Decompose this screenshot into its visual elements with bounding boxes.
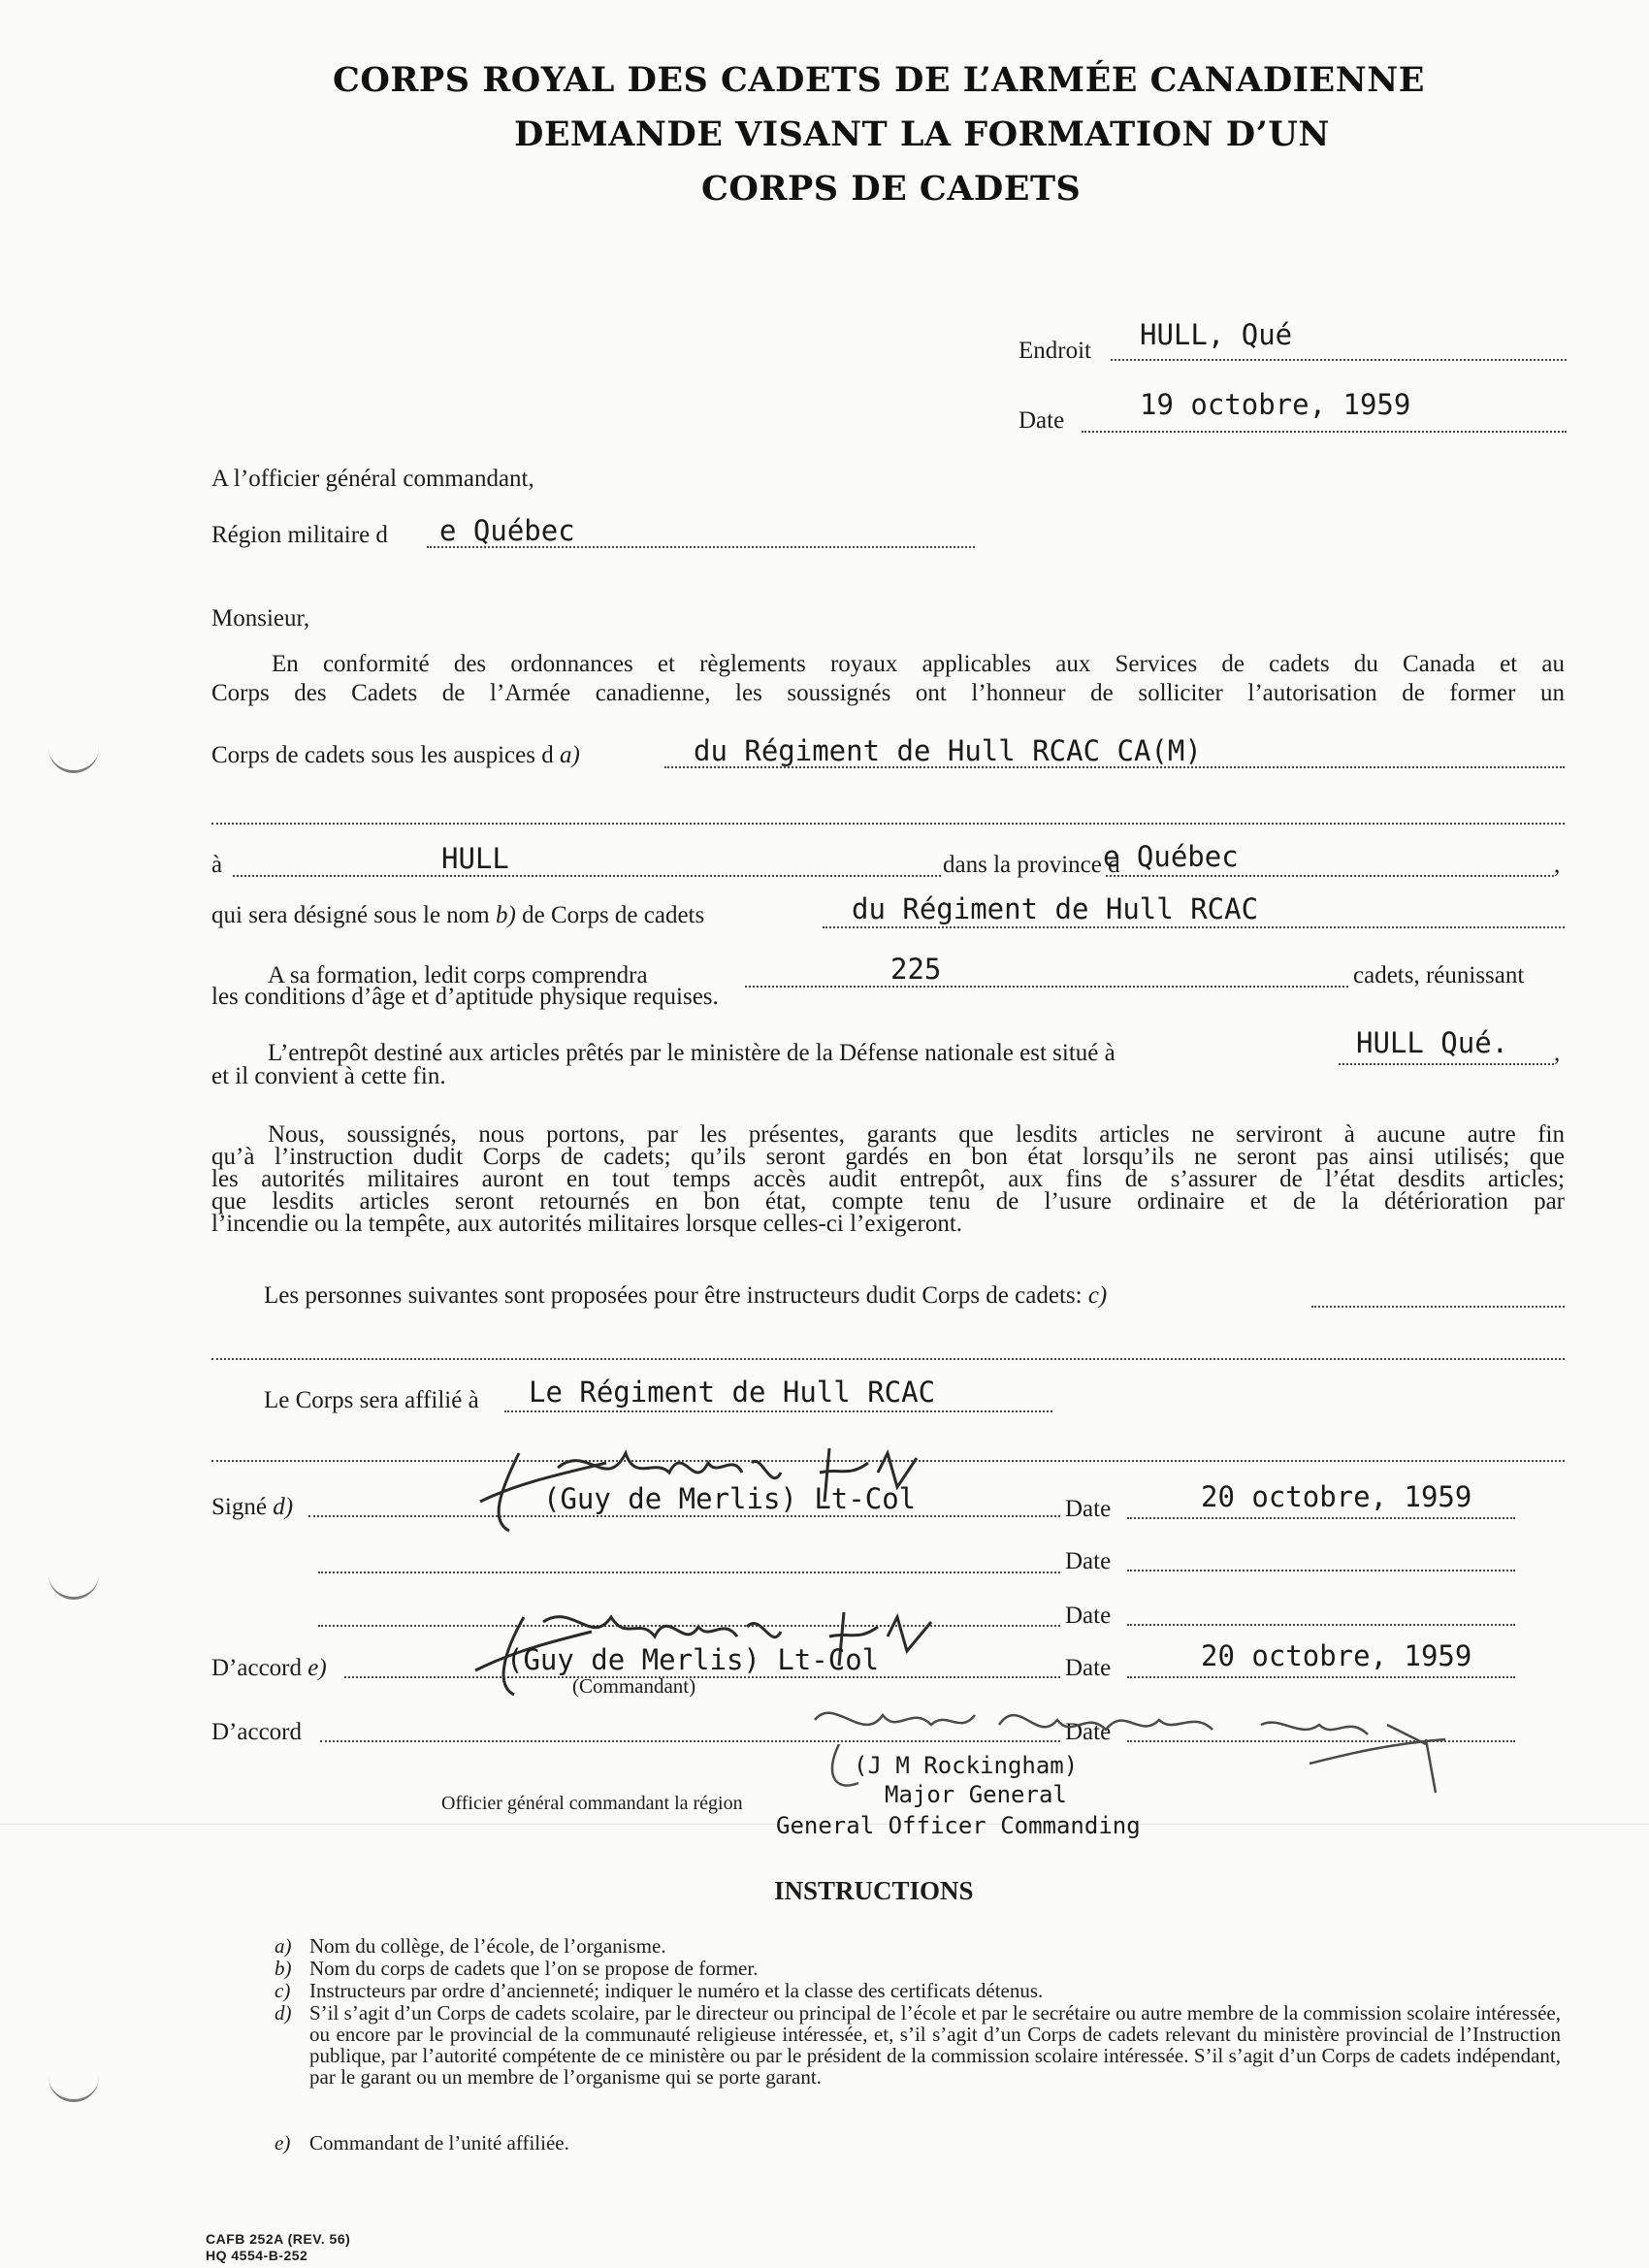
date-field-line	[1082, 431, 1567, 433]
depot-field-line	[1339, 1063, 1554, 1065]
province-comma: ,	[1554, 852, 1561, 878]
title-line-1: CORPS ROYAL DES CADETS DE L’ARMÉE CANADIENNE	[333, 60, 1425, 100]
region-label: Région militaire d	[211, 522, 388, 548]
accord-2-name: (J M Rockingham)	[854, 1752, 1079, 1779]
instruction-letter: a)	[275, 1934, 292, 1958]
salutation: Monsieur,	[211, 605, 310, 632]
instruction-letter: d)	[275, 2001, 292, 2025]
signature-2-field-line	[318, 1571, 1060, 1573]
formation-value: 225	[890, 953, 942, 986]
signed-date-field-line-2	[1127, 1570, 1515, 1571]
guarantee-line-5: l’incendie ou la tempête, aux autorités militaires lorsque celles-ci l’exigeront.	[211, 1211, 963, 1237]
intro-line-2: Corps des Cadets de l’Armée canadienne, les soussignés ont l’honneur de solliciter l’autorisation de former un	[211, 680, 1565, 706]
depot-label: L’entrepôt destiné aux articles prêtés par le ministère de la Défense nationale est situé à	[268, 1040, 1116, 1066]
depot-value: HULL Qué.	[1356, 1026, 1509, 1059]
city-value: HULL	[441, 842, 509, 875]
guarantee-line-2: qu’à l’instruction dudit Corps de cadets; qu’ils seront gardés en bon état lorsqu’ils ne seront pas ainsi utilisés; que	[211, 1144, 1565, 1170]
province-label: dans la province d	[943, 852, 1120, 878]
guarantee-paragraph	[211, 1123, 1565, 1235]
depot-line-2: et il convient à cette fin.	[211, 1063, 446, 1089]
province-field-line	[1106, 875, 1554, 877]
date-label: Date	[1018, 407, 1065, 434]
accord-1-field-line	[344, 1676, 1060, 1678]
guarantee-line-3: les autorités militaires auront en tout temps accès audit entrepôt, aux fins de s’assurer de l’état desdits articles;	[211, 1166, 1565, 1192]
affiliation-label: Le Corps sera affilié à	[264, 1387, 479, 1413]
addressee-line: A l’officier général commandant,	[211, 466, 534, 492]
date-value: 19 octobre, 1959	[1140, 388, 1411, 421]
punch-hole-bottom	[48, 2066, 99, 2102]
instruction-text: Instructeurs par ordre d’ancienneté; indiquer le numéro et la classe des certificats détenus.	[309, 1979, 1044, 2002]
formation-field-line	[745, 986, 1348, 988]
accord-1-date-field-line	[1127, 1676, 1515, 1678]
accord-2-label: D’accord	[211, 1719, 302, 1745]
designation-value: du Régiment de Hull RCAC	[852, 892, 1259, 925]
punch-hole-top	[48, 737, 99, 773]
instruction-text: Commandant de l’unité affiliée.	[309, 2131, 569, 2155]
intro-line-1: En conformité des ordonnances et règlements royaux applicables aux Services de cadets du Canada et au	[272, 651, 1565, 677]
signed-field-line	[308, 1515, 1060, 1517]
signed-date-field-line-3	[1127, 1624, 1515, 1626]
formation-suffix: cadets, réunissant	[1353, 962, 1525, 988]
signed-label: Signé d)	[211, 1494, 294, 1520]
city-field-line	[233, 875, 941, 877]
instruction-text: Nom du corps de cadets que l’on se propose de former.	[309, 1957, 759, 1980]
auspices-label: Corps de cadets sous les auspices d a)	[211, 742, 580, 768]
instructors-field-line-2	[211, 1358, 1565, 1360]
accord-2-rank: Major General	[885, 1781, 1067, 1808]
form-reference: HQ 4554-B-252	[206, 2248, 308, 2263]
accord-1-name: (Guy de Merlis) Lt-Col	[506, 1643, 880, 1676]
place-label: Endroit	[1018, 338, 1091, 364]
location-a-label: à	[211, 852, 223, 878]
place-value: HULL, Qué	[1140, 318, 1293, 351]
signed-date-label: Date	[1065, 1496, 1112, 1522]
accord-1-label: D’accord e)	[211, 1655, 327, 1681]
accord-1-date-label: Date	[1065, 1655, 1112, 1681]
instruction-text: S’il s’agit d’un Corps de cadets scolaire, par le directeur ou principal de l’école et par le secrétaire ou autre membre de la commission scolaire intéressée, ou encore par le provincial de la communauté religieuse intéressée, et, s’il s’agit d’un Corps de cadets relevant du ministère provincial de l’Instruction publique, par l’autorité compétente de ce ministère ou par le président de la commission scolaire intéressée. S’il s’agit d’un Corps de cadets indépendant, par le garant ou un membre de l’organisme qui se porte garant.	[309, 2001, 1561, 2089]
designation-label: qui sera désigné sous le nom b) de Corps de cadets	[211, 902, 705, 928]
accord-1-date-value: 20 octobre, 1959	[1201, 1639, 1472, 1672]
formation-label: A sa formation, ledit corps comprendra	[268, 962, 648, 988]
instruction-letter: c)	[275, 1979, 291, 2002]
designation-field-line	[823, 926, 1565, 928]
title-line-2: DEMANDE VISANT LA FORMATION D’UN	[514, 114, 1330, 154]
signed-date-label-2: Date	[1065, 1548, 1112, 1574]
signed-date-value: 20 octobre, 1959	[1201, 1480, 1472, 1513]
signed-date-field-line	[1127, 1517, 1515, 1519]
auspices-value: du Régiment de Hull RCAC CA(M)	[694, 734, 1202, 767]
guarantee-line-1: Nous, soussignés, nous portons, par les présentes, garants que lesdits articles ne serviront à aucune autre fin	[268, 1121, 1565, 1148]
accord-2-date-label: Date	[1065, 1719, 1112, 1745]
instructors-field-line	[1311, 1306, 1565, 1308]
signed-date-label-3: Date	[1065, 1603, 1112, 1629]
signed-name: (Guy de Merlis) Lt-Col	[543, 1482, 917, 1515]
instruction-letter: e)	[275, 2131, 291, 2155]
affiliation-value: Le Régiment de Hull RCAC	[529, 1376, 936, 1409]
punch-hole-middle	[48, 1564, 99, 1600]
form-number: CAFB 252A (REV. 56)	[206, 2231, 351, 2247]
accord-2-title: General Officer Commanding	[776, 1812, 1141, 1839]
accord-1-role: (Commandant)	[572, 1674, 696, 1698]
guarantee-line-4: que lesdits articles seront retournés en bon état, compte tenu de l’usure ordinaire et de la détérioration par	[211, 1188, 1565, 1215]
instructors-label: Les personnes suivantes sont proposées pour être instructeurs dudit Corps de cadets: c)	[264, 1282, 1108, 1309]
province-value: e Québec	[1103, 840, 1239, 873]
place-field-line	[1111, 359, 1567, 361]
depot-comma: ,	[1554, 1040, 1561, 1066]
region-value: e Québec	[439, 514, 575, 547]
auspices-field-line-2	[211, 823, 1565, 825]
instruction-text: Nom du collège, de l’école, de l’organisme.	[309, 1934, 666, 1958]
formation-line-2: les conditions d’âge et d’aptitude physique requises.	[211, 984, 719, 1010]
instructions-heading: INSTRUCTIONS	[774, 1876, 974, 1905]
intro-paragraph	[211, 650, 1565, 708]
accord-2-caption: Officier général commandant la région	[441, 1793, 743, 1814]
title-line-3: CORPS DE CADETS	[701, 169, 1082, 209]
instruction-letter: b)	[275, 1957, 292, 1980]
affiliation-field-line	[504, 1410, 1052, 1412]
